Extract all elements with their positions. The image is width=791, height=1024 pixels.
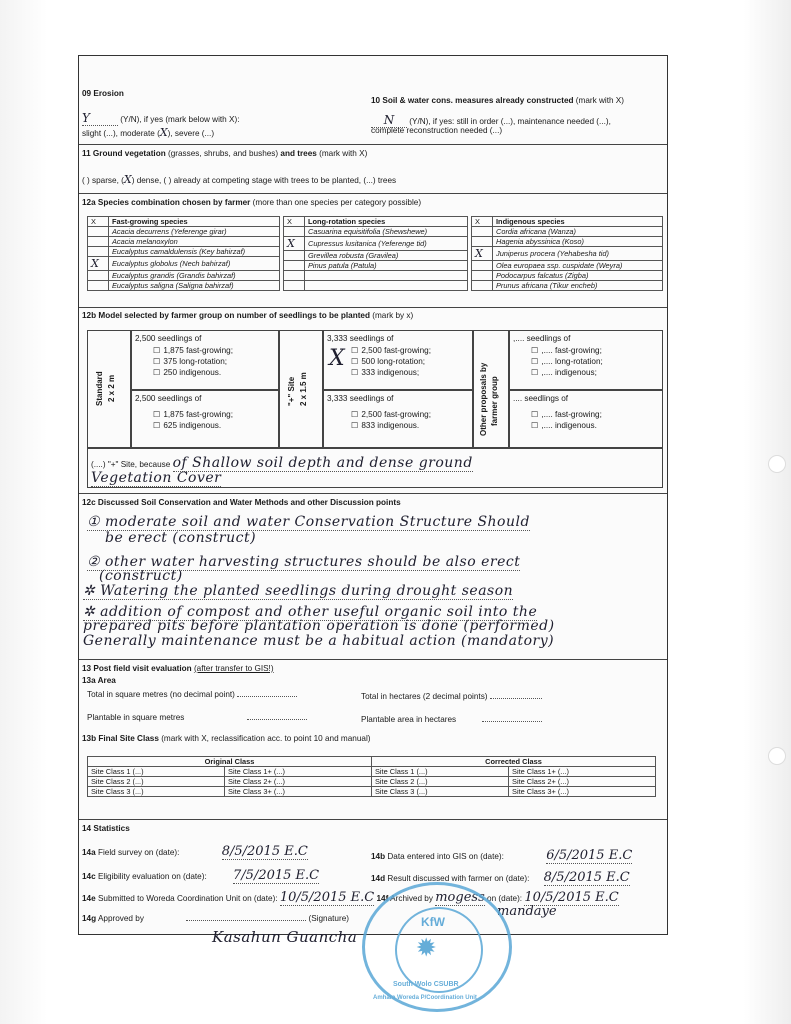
o1-item[interactable]: ☐ ,.... fast-growing; [531, 345, 602, 355]
p2-item[interactable]: ☐ 2,500 fast-growing; [351, 409, 431, 419]
other-label: Other proposals by [479, 362, 488, 436]
s10-answer[interactable]: N [371, 113, 407, 128]
fast-species-table: X Fast-growing species Acacia decurrens (Yeferenge girar) Acacia melanoxylon Eucalyptus camaldulensis (Key bahirzaf) X Eucalyptus globolus (Nech bahirzaf) Eucalyptus grandis (Grandis bahirzaf) Eucalyptus saligna (Saligna bahirzaf) [87, 216, 280, 291]
p1-mark[interactable]: X [329, 346, 345, 371]
site-because-reason-2[interactable]: Vegetation Cover [91, 470, 222, 486]
punch-hole [768, 455, 786, 473]
s13-header: 13 Post field visit evaluation (after transfer to GIS!) [82, 664, 274, 673]
site-class-cell[interactable]: Site Class 1+ (...) [509, 767, 656, 777]
s1-item[interactable]: ☐ 250 indigenous. [153, 367, 221, 377]
indig-species[interactable]: Hagenia abyssinica (Koso) [493, 237, 663, 247]
plantable-sqm: Plantable in square metres [87, 713, 307, 722]
fast-head: Fast-growing species [109, 217, 280, 227]
stamp-ring-text: South Wolo CSUBR [393, 981, 459, 988]
punch-hole [768, 747, 786, 765]
discussion-line[interactable]: ✲ addition of compost and other useful organic soil into the [83, 604, 538, 620]
mandaye-note: mandaye [497, 904, 557, 919]
site-class-cell[interactable]: Site Class 2+ (...) [509, 777, 656, 787]
s14-title: 14 Statistics [82, 824, 130, 833]
total-ha-field[interactable] [490, 698, 542, 699]
s1-item[interactable]: ☐ 375 long-rotation; [153, 356, 227, 366]
long-mark: X [284, 237, 305, 251]
plantable-ha-field[interactable] [482, 721, 542, 722]
stamp-emblem-icon: ✹ [417, 935, 436, 960]
s12c-section [79, 493, 667, 659]
corrected-class-head: Corrected Class [371, 757, 655, 767]
site-class-cell[interactable]: Site Class 3+ (...) [509, 787, 656, 797]
s1-head: 2,500 seedlings of [135, 334, 202, 343]
standard-label: Standard [95, 371, 104, 406]
site-class-cell[interactable]: Site Class 2 (...) [371, 777, 508, 787]
o1-item[interactable]: ☐ ,.... indigenous; [531, 367, 597, 377]
s09-title: 09 Erosion [82, 89, 124, 98]
s09-severity: slight (...), moderate (X), severe (...) [82, 126, 215, 139]
gis-entry-date[interactable]: 6/5/2015 E.C [546, 848, 633, 863]
discussion-line[interactable]: ② other water harvesting structures should be also erect [87, 554, 521, 570]
submission-date[interactable]: 10/5/2015 E.C [279, 890, 375, 905]
form-page [78, 55, 668, 935]
indig-mark: X [472, 247, 493, 261]
site-class-cell[interactable]: Site Class 3 (...) [371, 787, 508, 797]
s14b: 14b Data entered into GIS on (date): 6/5/2015 E.C [371, 848, 633, 863]
long-species[interactable]: Grevillea robusta (Gravilea) [305, 251, 468, 261]
o1-head: ,.... seedlings of [513, 334, 571, 343]
discussion-line[interactable]: be erect (construct) [105, 530, 257, 546]
site-class-cell[interactable]: Site Class 2+ (...) [225, 777, 372, 787]
s11-section [79, 144, 667, 194]
o1-item[interactable]: ☐ ,.... long-rotation; [531, 356, 603, 366]
p1-item[interactable]: ☐ 2,500 fast-growing; [351, 345, 431, 355]
field-survey-date[interactable]: 8/5/2015 E.C [221, 844, 308, 859]
long-species[interactable]: Cupressus lusitanica (Yeferenge tid) [305, 237, 468, 251]
total-sqm-field[interactable] [237, 696, 297, 697]
fast-species[interactable]: Acacia melanoxylon [109, 237, 280, 247]
stamp-ring-text-2: Amhara Woreda P/Coordination Unit [373, 995, 477, 1001]
fast-species[interactable]: Eucalyptus saligna (Saligna bahirzaf) [109, 281, 280, 291]
long-species[interactable]: Pinus patula (Patula) [305, 261, 468, 271]
s1-item[interactable]: ☐ 1,875 fast-growing; [153, 345, 233, 355]
archived-by[interactable]: mogess [435, 890, 485, 905]
site-class-cell[interactable]: Site Class 3+ (...) [225, 787, 372, 797]
fast-species[interactable]: Eucalyptus globolus (Nech bahirzaf) [109, 257, 280, 271]
s12c-title: 12c Discussed Soil Conservation and Water Methods and other Discussion points [82, 498, 401, 507]
s14g: 14g Approved by (Signature) [82, 914, 349, 923]
fast-species[interactable]: Acacia decurrens (Yeferenge girar) [109, 227, 280, 237]
fast-species[interactable]: Eucalyptus camaldulensis (Key bahirzaf) [109, 247, 280, 257]
s14a: 14a Field survey on (date): 8/5/2015 E.C [82, 844, 308, 859]
o2-item[interactable]: ☐ ,.... indigenous. [531, 420, 597, 430]
stamp-logo-text: KfW [421, 915, 445, 929]
s2-head: 2,500 seedlings of [135, 394, 202, 403]
plus-label: "+" Site [287, 376, 296, 406]
s12b-header: 12b Model selected by farmer group on number of seedlings to be planted (mark by x) [82, 311, 414, 320]
p1-head: 3,333 seedlings of [327, 334, 394, 343]
discussion-date[interactable]: 8/5/2015 E.C [543, 870, 630, 885]
indig-species[interactable]: Podocarpus falcatus (Zigba) [493, 271, 663, 281]
s10-header: 10 Soil & water cons. measures already constructed (mark with X) [371, 96, 624, 105]
plantable-ha: Plantable area in hectares [361, 715, 542, 724]
indig-species[interactable]: Prunus africana (Tikur encheb) [493, 281, 663, 291]
approval-signature[interactable] [186, 920, 306, 921]
discussion-line[interactable]: prepared pits before plantation operation is done (performed) [83, 618, 555, 634]
total-sqm: Total in square metres (no decimal point) [87, 690, 297, 699]
s13-section [79, 659, 667, 819]
long-head: Long-rotation species [305, 217, 468, 227]
o2-item[interactable]: ☐ ,.... fast-growing; [531, 409, 602, 419]
site-class-cell[interactable]: Site Class 1 (...) [371, 767, 508, 777]
discussion-line[interactable]: Generally maintenance must be a habitual action (mandatory) [83, 633, 555, 649]
s09-answer[interactable]: Y [82, 111, 118, 126]
p2-head: 3,333 seedlings of [327, 394, 394, 403]
indig-head: Indigenous species [493, 217, 663, 227]
s11-options: ( ) sparse, (X) dense, ( ) already at competing stage with trees to be planted, (...) trees [82, 173, 397, 186]
long-species-table: X Long-rotation species Casuarina equisitifolia (Shewshewe) X Cupressus lusitanica (Yeferenge tid) Grevillea robusta (Gravilea) Pinus patula (Patula) [283, 216, 468, 291]
discussion-line[interactable]: ✲ Watering the planted seedlings during drought season [83, 583, 514, 599]
s12a-header: 12a Species combination chosen by farmer (more than one species per category possible) [82, 198, 422, 207]
s14e: 14e Submitted to Woreda Coordination Unit on (date): 10/5/2015 E.C 14f Archived by mogess on (date): 10/5/2015 E.C [82, 890, 619, 905]
discussion-line[interactable]: (construct) [99, 568, 183, 584]
indigenous-species-table: X Indigenous species Cordia africana (Wanza) Hagenia abyssinica (Koso) X Juniperus procera (Yehabesha tid) Olea europaea ssp. cuspidate (Weyra) Podocarpus falcatus (Zigba) Prunus africana (Tikur encheb) [471, 216, 663, 291]
s2-item[interactable]: ☐ 1,875 fast-growing; [153, 409, 233, 419]
s12a-section [79, 193, 667, 307]
indig-species[interactable]: Olea europaea ssp. cuspidate (Weyra) [493, 261, 663, 271]
p1-item[interactable]: ☐ 333 indigenous; [351, 367, 419, 377]
s11-header: 11 Ground vegetation (grasses, shrubs, and bushes) and trees (mark with X) [82, 149, 368, 158]
indig-species[interactable]: Cordia africana (Wanza) [493, 227, 663, 237]
s12b-section [79, 307, 667, 493]
fast-mark: X [88, 257, 109, 271]
site-class-cell[interactable]: Site Class 2 (...) [88, 777, 225, 787]
s14d: 14d Result discussed with farmer on (date): 8/5/2015 E.C [371, 870, 630, 885]
site-class-cell[interactable]: Site Class 1 (...) [88, 767, 225, 777]
s14c: 14c Eligibility evaluation on (date): 7/5/2015 E.C [82, 868, 320, 883]
discussion-line[interactable]: ① moderate soil and water Conservation Structure Should [87, 514, 530, 530]
approver-name: Kasahun Guancha [212, 928, 358, 946]
s09-moderate-mark[interactable]: X [159, 126, 168, 139]
plantable-sqm-field[interactable] [247, 719, 307, 720]
official-stamp [362, 882, 512, 1012]
s11-dense-mark[interactable]: X [123, 173, 132, 186]
s13a-title: 13a Area [82, 676, 116, 685]
other-label-2: farmer group [490, 376, 499, 426]
s10-question-2: complete reconstruction needed (...) [371, 126, 503, 135]
p1-item[interactable]: ☐ 500 long-rotation; [351, 356, 425, 366]
indig-species[interactable]: Juniperus procera (Yehabesha tid) [493, 247, 663, 261]
fast-species[interactable]: Eucalyptus grandis (Grandis bahirzaf) [109, 271, 280, 281]
long-species[interactable]: Casuarina equisitifolia (Shewshewe) [305, 227, 468, 237]
eligibility-date[interactable]: 7/5/2015 E.C [233, 868, 320, 883]
site-because: (....) "+" Site, because of Shallow soil depth and dense ground [91, 455, 473, 471]
site-class-table [87, 756, 656, 797]
plus-spacing: 2 x 1.5 m [299, 372, 308, 406]
standard-spacing: 2 x 2 m [107, 374, 116, 402]
s13b-header: 13b Final Site Class (mark with X, reclassification acc. to point 10 and manual) [82, 734, 371, 743]
s2-item[interactable]: ☐ 625 indigenous. [153, 420, 221, 430]
site-class-cell[interactable]: Site Class 1+ (...) [225, 767, 372, 777]
s09-question: Y (Y/N), if yes (mark below with X): [82, 111, 240, 125]
p2-item[interactable]: ☐ 833 indigenous. [351, 420, 419, 430]
total-ha: Total in hectares (2 decimal points) [361, 692, 542, 701]
site-class-cell[interactable]: Site Class 3 (...) [88, 787, 225, 797]
original-class-head: Original Class [88, 757, 372, 767]
o2-head: .... seedlings of [513, 394, 569, 403]
archive-date[interactable]: 10/5/2015 E.C [524, 890, 619, 905]
site-because-reason[interactable]: of Shallow soil depth and dense ground [172, 455, 473, 471]
s10-question: N (Y/N), if yes: still in order (...), maintenance needed (...), [371, 113, 611, 128]
